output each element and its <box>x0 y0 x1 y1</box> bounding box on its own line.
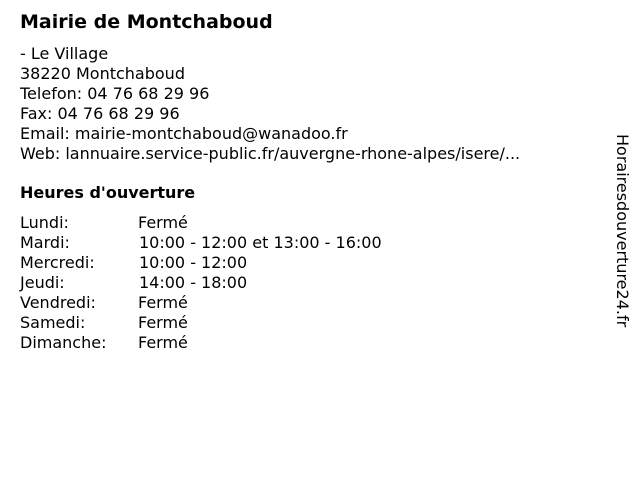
day-label: Lundi: <box>20 213 69 232</box>
hours-table <box>20 213 440 353</box>
page-title: Mairie de Montchaboud <box>20 11 273 33</box>
day-label: Mercredi: <box>20 253 95 272</box>
time-value: 10:00 - 12:00 et 13:00 - 16:00 <box>139 233 382 252</box>
hours-heading: Heures d'ouverture <box>20 183 196 202</box>
day-label: Mardi: <box>20 233 70 252</box>
hours-row-friday <box>20 293 440 313</box>
city-line: 38220 Montchaboud <box>20 64 185 83</box>
web-line: Web: lannuaire.service-public.fr/auvergne-rhone-alpes/isere/... <box>20 144 521 163</box>
time-value: Fermé <box>138 213 188 232</box>
hours-row-tuesday <box>20 233 440 253</box>
hours-row-saturday <box>20 313 440 333</box>
time-value: 14:00 - 18:00 <box>139 273 248 292</box>
email-line: Email: mairie-montchaboud@wanadoo.fr <box>20 124 348 143</box>
site-brand-vertical: Horairesdouverture24.fr <box>613 134 632 328</box>
phone-line: Telefon: 04 76 68 29 96 <box>20 84 210 103</box>
time-value: 10:00 - 12:00 <box>139 253 248 272</box>
fax-line: Fax: 04 76 68 29 96 <box>20 104 180 123</box>
contact-block <box>20 44 520 164</box>
hours-row-wednesday <box>20 253 440 273</box>
time-value: Fermé <box>138 313 188 332</box>
time-value: Fermé <box>138 293 188 312</box>
day-label: Vendredi: <box>20 293 96 312</box>
street-line: - Le Village <box>20 44 109 63</box>
hours-row-sunday <box>20 333 440 353</box>
hours-row-thursday <box>20 273 440 293</box>
day-label: Jeudi: <box>20 273 65 292</box>
day-label: Samedi: <box>20 313 86 332</box>
time-value: Fermé <box>138 333 188 352</box>
hours-row-monday <box>20 213 440 233</box>
day-label: Dimanche: <box>20 333 107 352</box>
